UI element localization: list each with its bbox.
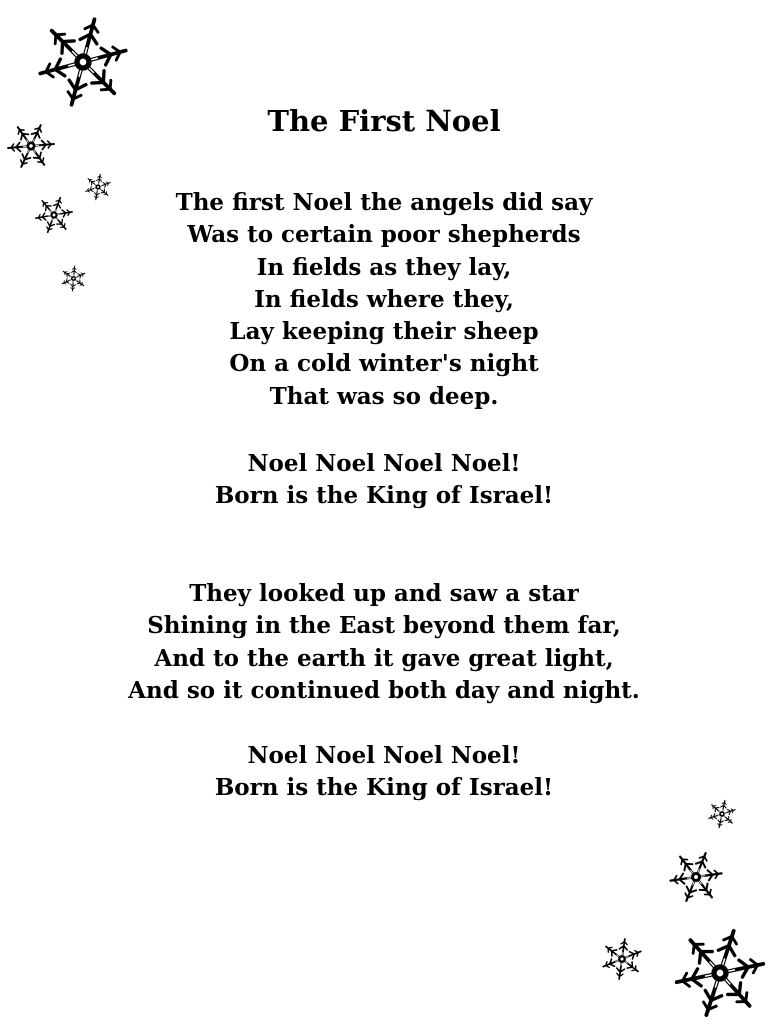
chorus-line: Born is the King of Israel! xyxy=(214,482,554,510)
verse-line: The first Noel the angels did say xyxy=(175,189,593,216)
verse-line: And to the earth it gave great light, xyxy=(154,644,614,672)
verse-line: And so it continued both day and night. xyxy=(128,676,640,704)
snowflake-icon xyxy=(668,849,724,905)
chorus-line: Noel Noel Noel Noel! xyxy=(247,742,521,769)
verse-line: In fields where they, xyxy=(254,285,514,313)
verse-line: They looked up and saw a star xyxy=(189,580,579,607)
verse-line: Was to certain poor shepherds xyxy=(187,221,581,249)
snowflake-icon xyxy=(672,925,768,1021)
verse-line: That was so deep. xyxy=(269,382,499,410)
chorus-2 xyxy=(0,740,768,805)
verse-1 xyxy=(0,187,768,413)
chorus-line: Noel Noel Noel Noel! xyxy=(247,450,521,477)
verse-line: On a cold winter's night xyxy=(229,350,539,378)
snowflake-icon xyxy=(600,937,644,981)
verse-line: Lay keeping their sheep xyxy=(229,318,539,346)
verse-line: Shining in the East beyond them far, xyxy=(147,612,621,640)
verse-2 xyxy=(0,578,768,707)
chorus-line: Born is the King of Israel! xyxy=(214,774,554,802)
chorus-1 xyxy=(0,448,768,513)
snowflake-icon xyxy=(33,14,133,110)
verse-line: In fields as they lay, xyxy=(256,253,512,281)
poem-title: The First Noel xyxy=(267,104,501,138)
